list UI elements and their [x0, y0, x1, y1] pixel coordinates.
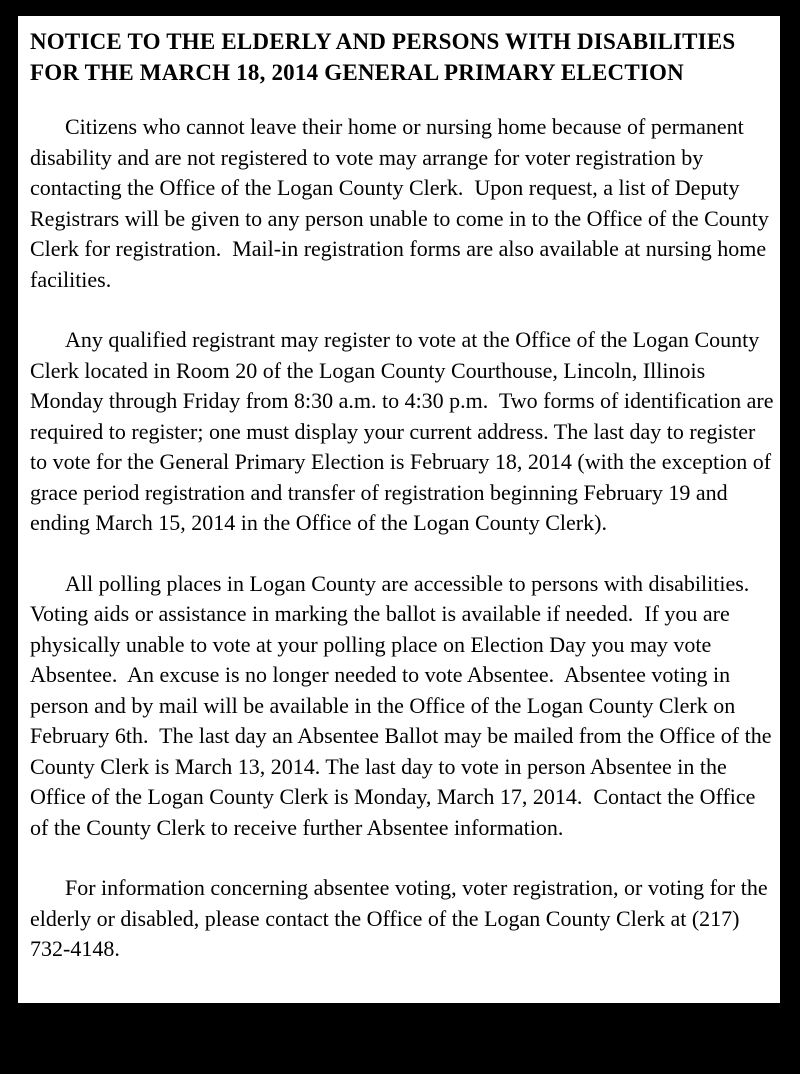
notice-title: NOTICE TO THE ELDERLY AND PERSONS WITH DISABILITIES FOR THE MARCH 18, 2014 GENERAL PRIMARY ELECTION [30, 29, 742, 85]
paragraph-registration-office-details: Any qualified registrant may register to vote at the Office of the Logan County Clerk located in Room 20 of the Logan County Courthouse, Lincoln, Illinois Monday through Friday from 8:30 a.m. to 4:30 p.m. Two forms of identification are required to register; one must display your current address. The last day to register to vote for the General Primary Election is February 18, 2014 (with the exception of grace period registration and transfer of registration beginning February 19 and ending March 15, 2014 in the Office of the Logan County Clerk). [30, 327, 779, 535]
signature-block [30, 1013, 774, 1074]
paragraph-contact-information: For information concerning absentee voting, voter registration, or voting for the elderly or disabled, please contact the Office of the Logan County Clerk at (217) 732-4148. [30, 875, 774, 961]
signature-title: Logan County Clerk [376, 1045, 557, 1070]
signature-name: /s/ Sally J. Litterly, [362, 1014, 529, 1040]
paragraph-polling-accessibility-absentee: All polling places in Logan County are accessible to persons with disabilities. Voting aids or assistance in marking the ballot is available if needed. If you are physically unable to vote at your polling place on Election Day you may vote Absentee. An excuse is no longer needed to vote Absentee. Absentee voting in person and by mail will be available in the Office of the Logan County Clerk on February 6th. The last day an Absentee Ballot may be mailed from the Office of the County Clerk is March 13, 2014. The last day to vote in person Absentee in the Office of the Logan County Clerk is Monday, March 17, 2014. Contact the Office of the County Clerk to receive further Absentee information. [30, 570, 777, 840]
paragraph-voter-registration-homebound: Citizens who cannot leave their home or nursing home because of permanent disability and are not registered to vote may arrange for voter registration by contacting the Office of the Logan County Clerk. Upon request, a list of Deputy Registrars will be given to any person unable to come in to the Office of the County Clerk for registration. Mail-in registration forms are also available at nursing home facilities. [30, 114, 775, 292]
notice-page [18, 16, 780, 1070]
